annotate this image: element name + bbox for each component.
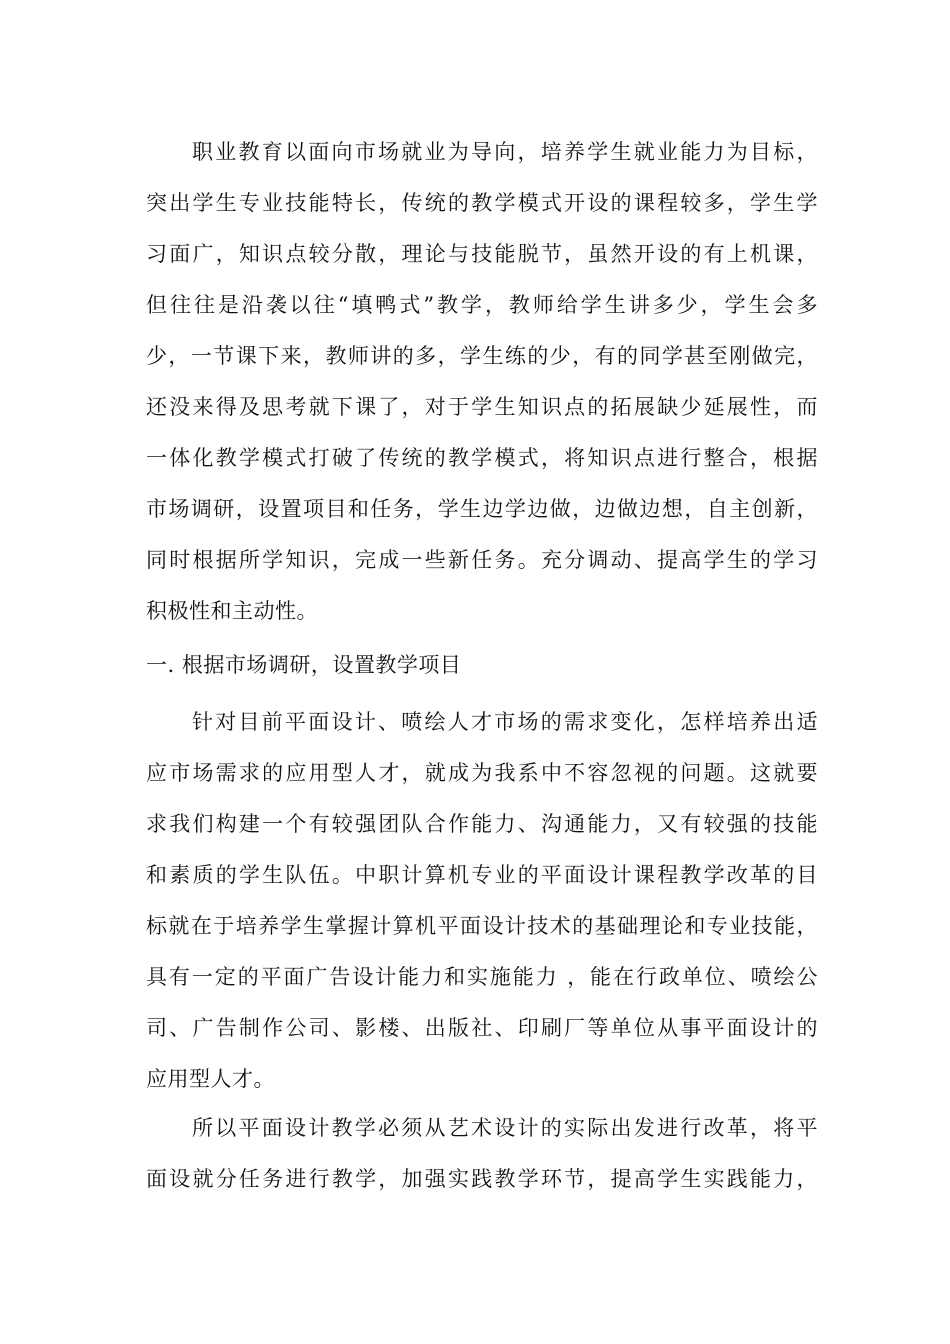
paragraph-line: 应用型人才。 (146, 1067, 275, 1091)
paragraph-line: 和素质的学生队伍。中职计算机专业的平面设计课程教学改革的目 (146, 863, 818, 887)
paragraph-line: 积极性和主动性。 (146, 599, 318, 623)
paragraph-line: 求我们构建一个有较强团队合作能力、沟通能力，又有较强的技能 (146, 812, 818, 836)
paragraph-line: 还没来得及思考就下课了，对于学生知识点的拓展缺少延展性，而 (146, 395, 818, 419)
paragraph-line: 应市场需求的应用型人才，就成为我系中不容忽视的问题。这就要 (146, 761, 818, 785)
paragraph-line: 标就在于培养学生掌握计算机平面设计技术的基础理论和专业技能， (146, 914, 818, 938)
paragraph-line: 针对目前平面设计、喷绘人才市场的需求变化，怎样培养出适 (192, 710, 818, 734)
paragraph-line: 司、广告制作公司、影楼、出版社、印刷厂等单位从事平面设计的 (146, 1016, 818, 1040)
paragraph-line: 习面广，知识点较分散，理论与技能脱节，虽然开设的有上机课， (146, 242, 818, 266)
section-heading: 一. 根据市场调研，设置教学项目 (146, 653, 462, 677)
paragraph-line: 但往往是沿袭以往“填鸭式”教学，教师给学生讲多少，学生会多 (146, 293, 818, 317)
paragraph-line: 职业教育以面向市场就业为导向，培养学生就业能力为目标， (192, 140, 818, 164)
paragraph-line: 市场调研，设置项目和任务，学生边学边做，边做边想，自主创新， (146, 497, 818, 521)
paragraph-line: 所以平面设计教学必须从艺术设计的实际出发进行改革，将平 (192, 1116, 818, 1140)
paragraph-line: 同时根据所学知识，完成一些新任务。充分调动、提高学生的学习 (146, 548, 818, 572)
paragraph-line: 少，一节课下来，教师讲的多，学生练的少，有的同学甚至刚做完， (146, 344, 818, 368)
paragraph-line: 突出学生专业技能特长，传统的教学模式开设的课程较多，学生学 (146, 191, 818, 215)
paragraph-line: 具有一定的平面广告设计能力和实施能力 ，能在行政单位、喷绘公 (146, 965, 818, 989)
paragraph-line: 面设就分任务进行教学，加强实践教学环节，提高学生实践能力， (146, 1167, 818, 1191)
paragraph-line: 一体化教学模式打破了传统的教学模式，将知识点进行整合，根据 (146, 446, 818, 470)
